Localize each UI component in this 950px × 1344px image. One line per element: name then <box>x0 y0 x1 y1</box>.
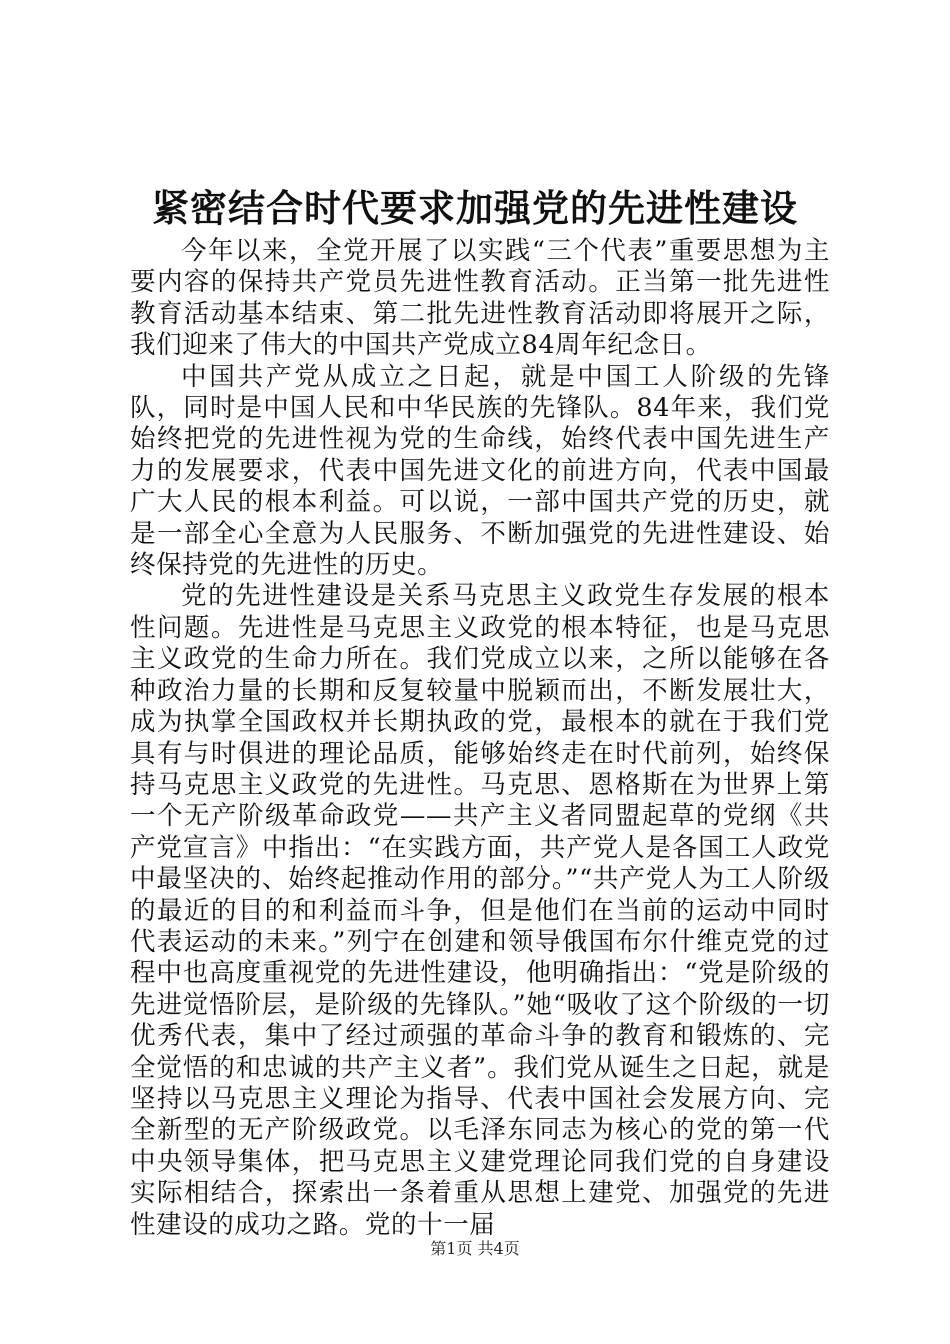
paragraph-3: 党的先进性建设是关系马克思主义政党生存发展的根本性问题。先进性是马克思主义政党的根本特征，也是马克思主义政党的生命力所在。我们党成立以来，之所以能够在各种政治力量的长期和反复较量中脱颖而出，不断发展壮大，成为执掌全国政权并长期执政的党，最根本的就在于我们党具有与时俱进的理论品质，能够始终走在时代前列，始终保持马克思主义政党的先进性。马克思、恩格斯在为世界上第一个无产阶级革命政党——共产主义者同盟起草的党纲《共产党宣言》中指出：“在实践方面，共产党人是各国工人政党中最坚决的、始终起推动作用的部分。”“共产党人为工人阶级的最近的目的和利益而斗争，但是他们在当前的运动中同时代表运动的未来。”列宁在创建和领导俄国布尔什维克党的过程中也高度重视党的先进性建设，他明确指出：“党是阶级的先进觉悟阶层，是阶级的先锋队。”她“吸收了这个阶级的一切优秀代表，集中了经过顽强的革命斗争的教育和锻炼的、完全觉悟的和忠诚的共产主义者”。我们党从诞生之日起，就是坚持以马克思主义理论为指导、代表中国社会发展方向、完全新型的无产阶级政党。以毛泽东同志为核心的党的第一代中央领导集体，把马克思主义建党理论同我们党的自身建设实际相结合，探索出一条着重从思想上建党、加强党的先进性建设的成功之路。党的十一届 <box>130 581 830 1240</box>
document-title: 紧密结合时代要求加强党的先进性建设 <box>152 186 798 230</box>
page-number-footer: 第1页 共4页 <box>430 1239 520 1258</box>
paragraph-1: 今年以来，全党开展了以实践“三个代表”重要思想为主要内容的保持共产党员先进性教育活动。正当第一批先进性教育活动基本结束、第二批先进性教育活动即将展开之际，我们迎来了伟大的中国共产党成立84周年纪念日。 <box>130 236 830 361</box>
document-body <box>130 236 830 1241</box>
paragraph-2: 中国共产党从成立之日起，就是中国工人阶级的先锋队，同时是中国人民和中华民族的先锋队。84年来，我们党始终把党的先进性视为党的生命线，始终代表中国先进生产力的发展要求，代表中国先进文化的前进方向，代表中国最广大人民的根本利益。可以说，一部中国共产党的历史，就是一部全心全意为人民服务、不断加强党的先进性建设、始终保持党的先进性的历史。 <box>130 361 830 581</box>
